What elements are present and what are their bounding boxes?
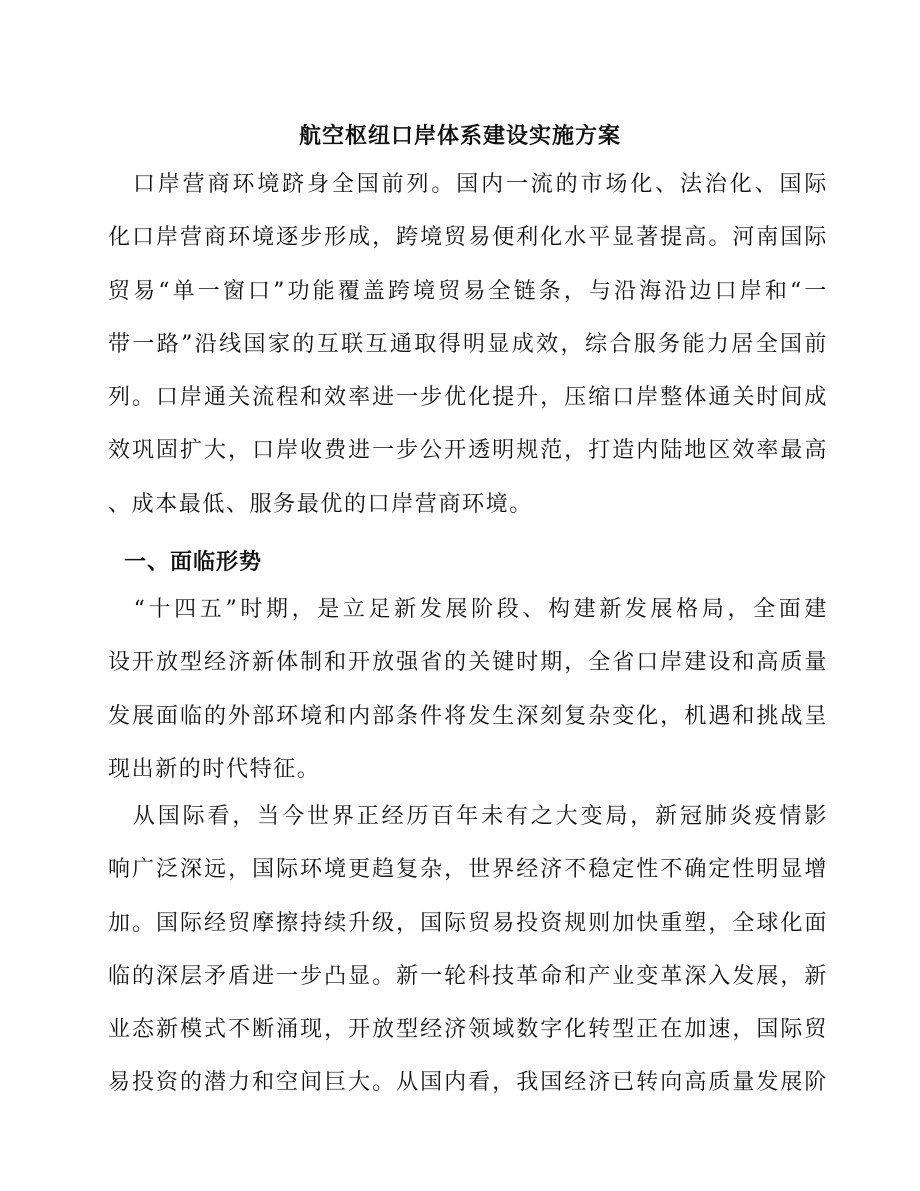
paragraph-line: 贸易“单一窗口”功能覆盖跨境贸易全链条，与沿海沿边口岸和“一 <box>108 278 828 304</box>
international-paragraph <box>108 790 828 1110</box>
document-title: 航空枢纽口岸体系建设实施方案 <box>298 123 621 149</box>
paragraph-line: 现出新的时代特征。 <box>108 756 321 782</box>
paragraph-line: “十四五”时期，是立足新发展阶段、构建新发展格局，全面建 <box>108 597 828 622</box>
paragraph-line: 化口岸营商环境逐步形成，跨境贸易便利化水平显著提高。河南国际 <box>108 225 828 251</box>
paragraph-line: 易投资的潜力和空间巨大。从国内看，我国经济已转向高质量发展阶 <box>108 1070 828 1096</box>
paragraph-line: 响广泛深远，国际环境更趋复杂，世界经济不稳定性不确定性明显增 <box>108 857 828 883</box>
paragraph-line: 业态新模式不断涌现，开放型经济领域数字化转型正在加速，国际贸 <box>108 1017 828 1043</box>
paragraph-line: 从国际看，当今世界正经历百年未有之大变局，新冠肺炎疫情影 <box>108 804 828 829</box>
paragraph-line: 设开放型经济新体制和开放强省的关键时期，全省口岸建设和高质量 <box>108 650 828 676</box>
paragraph-line: 列。口岸通关流程和效率进一步优化提升，压缩口岸整体通关时间成 <box>108 385 828 411</box>
section-heading: 一、面临形势 <box>124 549 263 575</box>
situation-paragraph <box>108 583 828 796</box>
intro-paragraph <box>108 158 828 531</box>
paragraph-line: 、成本最低、服务最优的口岸营商环境。 <box>108 491 533 517</box>
paragraph-line: 临的深层矛盾进一步凸显。新一轮科技革命和产业变革深入发展，新 <box>108 963 828 989</box>
paragraph-line: 带一路”沿线国家的互联互通取得明显成效，综合服务能力居全国前 <box>108 331 828 357</box>
paragraph-line: 加。国际经贸摩擦持续升级，国际贸易投资规则加快重塑，全球化面 <box>108 910 828 936</box>
paragraph-line: 发展面临的外部环境和内部条件将发生深刻复杂变化，机遇和挑战呈 <box>108 703 828 729</box>
paragraph-line: 效巩固扩大，口岸收费进一步公开透明规范，打造内陆地区效率最高 <box>108 438 828 464</box>
paragraph-line: 口岸营商环境跻身全国前列。国内一流的市场化、法治化、国际 <box>108 172 828 197</box>
